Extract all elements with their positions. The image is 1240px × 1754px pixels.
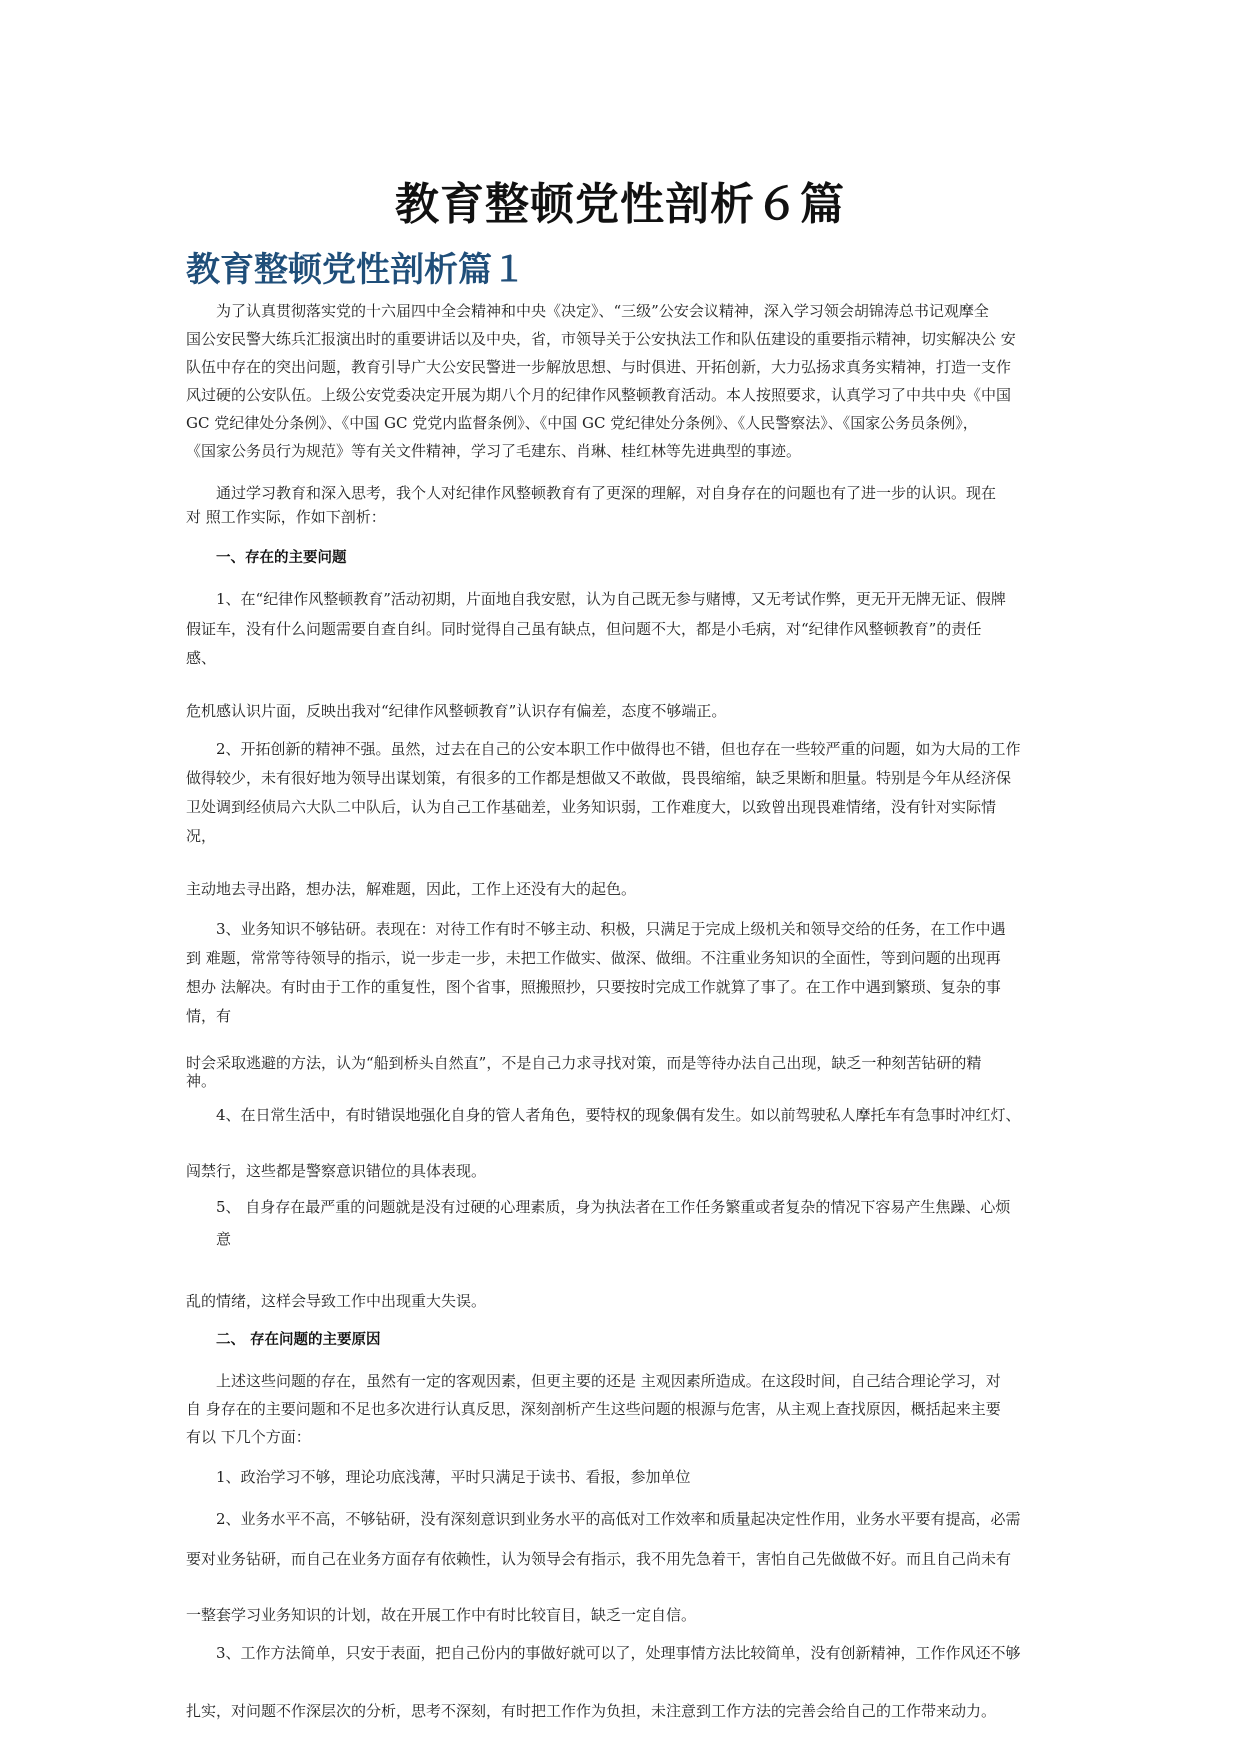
body-line: 假证车，没有什么问题需要自查自纠。同时觉得自己虽有缺点，但问题不大，都是小毛病，对“纪律作风整顿教育”的责任 [186, 620, 982, 638]
body-line: 通过学习教育和深入思考，我个人对纪律作风整顿教育有了更深的理解，对自身存在的问题也有了进一步的认识。现在 [216, 484, 997, 502]
body-line: 1、政治学习不够，理论功底浅薄，平时只满足于读书、看报，参加单位 [216, 1468, 691, 1486]
body-line: 感、 [186, 649, 217, 667]
body-line: 乱的情绪，这样会导致工作中出现重大失误。 [186, 1292, 487, 1310]
body-line: 4、在日常生活中，有时错误地强化自身的管人者角色，要特权的现象偶有发生。如以前驾驶私人摩托车有急事时冲红灯、 [216, 1106, 1021, 1124]
body-line: 闯禁行，这些都是警察意识错位的具体表现。 [186, 1162, 487, 1180]
body-line: 时会采取逃避的方法，认为“船到桥头自然直”，不是自己力求寻找对策，而是等待办法自己出现，缺乏一种刻苦钻研的精 [186, 1054, 982, 1072]
body-line: 2、开拓创新的精神不强。虽然，过去在自己的公安本职工作中做得也不错，但也存在一些较严重的问题，如为大局的工作 [216, 740, 1021, 758]
body-line: 风过硬的公安队伍。上级公安党委决定开展为期八个月的纪律作风整顿教育活动。本人按照要求，认真学习了中共中央《中国 [186, 386, 1012, 404]
body-line: 主动地去寻出路，想办法，解难题，因此，工作上还没有大的起色。 [186, 880, 637, 898]
body-line: 3、业务知识不够钻研。表现在：对待工作有时不够主动、积极，只满足于完成上级机关和领导交给的任务，在工作中遇 [216, 920, 1006, 938]
body-line: GC 党纪律处分条例》、《中国 GC 党党内监督条例》、《中国 GC 党纪律处分条例》、《人民警察法》、《国家公务员条例》， [186, 414, 978, 432]
body-line: 5、 自身存在最严重的问题就是没有过硬的心理素质，身为执法者在工作任务繁重或者复杂的情况下容易产生焦躁、心烦 [216, 1198, 1011, 1216]
body-line: 意 [216, 1230, 232, 1248]
body-line: 情，有 [186, 1007, 232, 1025]
body-line: 2、业务水平不高，不够钻研，没有深刻意识到业务水平的高低对工作效率和质量起决定性作用，业务水平要有提高，必需 [216, 1510, 1021, 1528]
section-heading: 二、 存在问题的主要原因 [216, 1332, 381, 1348]
body-line: 要对业务钻研，而自己在业务方面存有依赖性，认为领导会有指示，我不用先急着干，害怕自己先做做不好。而且自己尚未有 [186, 1550, 1012, 1568]
body-line: 况， [186, 827, 217, 845]
body-line: 3、工作方法简单，只安于表面，把自己份内的事做好就可以了，处理事情方法比较简单，没有创新精神，工作作风还不够 [216, 1644, 1021, 1662]
body-line: 国公安民警大练兵汇报演出时的重要讲话以及中央，省，市领导关于公安执法工作和队伍建设的重要指示精神，切实解决公 安 [186, 330, 1016, 348]
body-line: 神。 [186, 1072, 217, 1090]
body-line: 为了认真贯彻落实党的十六届四中全会精神和中央《决定》、“三级”公安会议精神，深入学习领会胡锦涛总书记观摩全 [216, 302, 989, 320]
section-title: 教育整顿党性剖析篇１ [186, 250, 526, 290]
body-line: 上述这些问题的存在，虽然有一定的客观因素，但更主要的还是 主观因素所造成。在这段时间，自己结合理论学习，对 [216, 1372, 1001, 1390]
body-line: 《国家公务员行为规范》等有关文件精神，学习了毛建东、肖琳、桂红林等先进典型的事迹。 [186, 442, 802, 460]
body-line: 卫处调到经侦局六大队二中队后，认为自己工作基础差，业务知识弱，工作难度大，以致曾出现畏难情绪，没有针对实际情 [186, 798, 997, 816]
body-line: 做得较少，未有很好地为领导出谋划策，有很多的工作都是想做又不敢做，畏畏缩缩，缺乏果断和胆量。特别是今年从经济保 [186, 769, 1012, 787]
body-line: 1、在“纪律作风整顿教育”活动初期，片面地自我安慰，认为自己既无参与赌博，又无考试作弊，更无开无牌无证、假牌 [216, 590, 1006, 608]
body-line: 队伍中存在的突出问题，教育引导广大公安民警进一步解放思想、与时俱进、开拓创新，大力弘扬求真务实精神，打造一支作 [186, 358, 1012, 376]
document-title: 教育整顿党性剖析６篇 [395, 179, 845, 230]
body-line: 危机感认识片面，反映出我对“纪律作风整顿教育”认识存有偏差，态度不够端正。 [186, 702, 727, 720]
body-line: 扎实，对问题不作深层次的分析，思考不深刻，有时把工作作为负担，未注意到工作方法的完善会给自己的工作带来动力。 [186, 1702, 997, 1720]
body-line: 想办 法解决。有时由于工作的重复性，图个省事，照搬照抄，只要按时完成工作就算了事了。在工作中遇到繁琐、复杂的事 [186, 978, 1001, 996]
body-line: 到 难题，常常等待领导的指示，说一步走一步，未把工作做实、做深、做细。不注重业务知识的全面性，等到问题的出现再 [186, 949, 1001, 967]
body-line: 有以 下几个方面： [186, 1428, 311, 1446]
section-heading: 一、存在的主要问题 [216, 550, 347, 566]
body-line: 自 身存在的主要问题和不足也多次进行认真反思，深刻剖析产生这些问题的根源与危害，从主观上查找原因，概括起来主要 [186, 1400, 1001, 1418]
body-line: 对 照工作实际，作如下剖析： [186, 508, 386, 526]
body-line: 一整套学习业务知识的计划，故在开展工作中有时比较盲目，缺乏一定自信。 [186, 1606, 697, 1624]
